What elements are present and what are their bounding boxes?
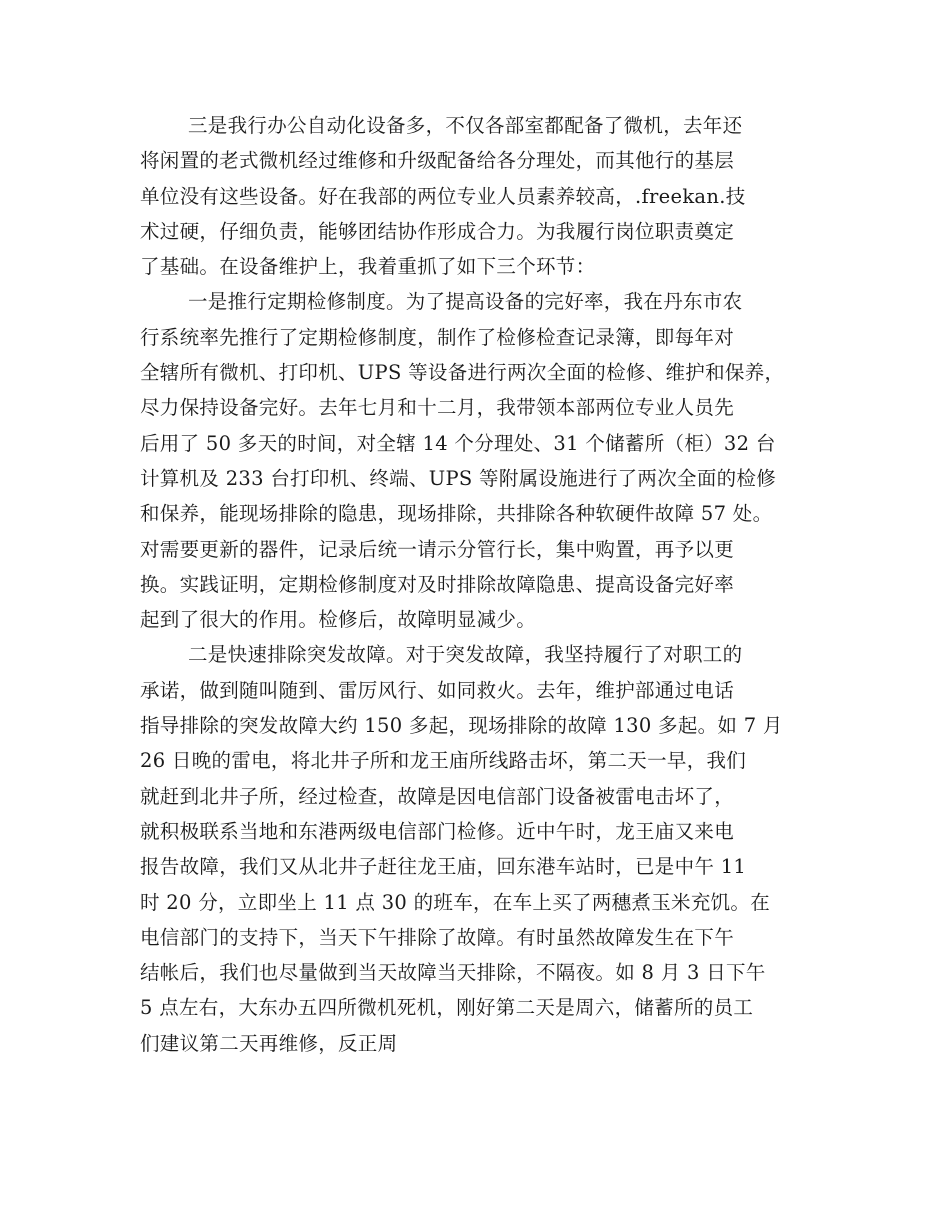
text-line: 单位没有这些设备。好在我部的两位专业人员素养较高，.freekan.技 — [140, 184, 746, 208]
text-line: 就赶到北井子所，经过检查，故障是因电信部门设备被雷电击坏了， — [140, 784, 735, 808]
text-line: 尽力保持设备完好。去年七月和十二月，我带领本部两位专业人员先 — [140, 396, 735, 420]
text-line: 5 点左右，大东办五四所微机死机，刚好第二天是周六，储蓄所的员工 — [140, 996, 754, 1020]
text-line: 了基础。在设备维护上，我着重抓了如下三个环节： — [140, 255, 596, 279]
text-line: 行系统率先推行了定期检修制度，制作了检修检查记录簿，即每年对 — [140, 325, 735, 349]
text-line: 对需要更新的器件，记录后统一请示分管行长，集中购置，再予以更 — [140, 537, 735, 561]
text-line: 时 20 分，立即坐上 11 点 30 的班车，在车上买了两穗煮玉米充饥。在 — [140, 890, 771, 914]
text-line: 们建议第二天再维修，反正周 — [140, 1031, 398, 1055]
text-line: 承诺，做到随叫随到、雷厉风行、如同救火。去年，维护部通过电话 — [140, 678, 735, 702]
text-line: 全辖所有微机、打印机、UPS 等设备进行两次全面的检修、维护和保养， — [140, 361, 785, 385]
text-line: 换。实践证明，定期检修制度对及时排除故障隐患、提高设备完好率 — [140, 572, 735, 596]
text-line: 术过硬，仔细负责，能够团结协作形成合力。为我履行岗位职责奠定 — [140, 219, 735, 243]
text-line: 电信部门的支持下，当天下午排除了故障。有时虽然故障发生在下午 — [140, 925, 735, 949]
body-text — [140, 108, 830, 1061]
text-line: 起到了很大的作用。检修后，故障明显减少。 — [140, 608, 537, 632]
paragraph-first-line: 一是推行定期检修制度。为了提高设备的完好率，我在丹东市农 — [188, 290, 743, 314]
text-line: 就积极联系当地和东港两级电信部门检修。近中午时，龙王庙又来电 — [140, 819, 735, 843]
text-line: 26 日晚的雷电，将北井子所和龙王庙所线路击坏，第二天一早，我们 — [140, 749, 747, 773]
text-line: 报告故障，我们又从北井子赶往龙王庙，回东港车站时，已是中午 11 — [140, 855, 747, 879]
text-line: 结帐后，我们也尽量做到当天故障当天排除，不隔夜。如 8 月 3 日下午 — [140, 961, 766, 985]
paragraph-first-line: 三是我行办公自动化设备多，不仅各部室都配备了微机，去年还 — [188, 114, 743, 137]
text-line: 将闲置的老式微机经过维修和升级配备给各分理处，而其他行的基层 — [140, 149, 735, 173]
paragraph-first-line: 二是快速排除突发故障。对于突发故障，我坚持履行了对职工的 — [188, 643, 743, 667]
text-line: 指导排除的突发故障大约 150 多起，现场排除的故障 130 多起。如 7 月 — [140, 714, 783, 738]
text-line: 计算机及 233 台打印机、终端、UPS 等附属设施进行了两次全面的检修 — [140, 466, 777, 490]
text-line: 后用了 50 多天的时间，对全辖 14 个分理处、31 个储蓄所（柜）32 台 — [140, 431, 776, 455]
text-line: 和保养，能现场排除的隐患，现场排除，共排除各种软硬件故障 57 处。 — [140, 502, 773, 526]
